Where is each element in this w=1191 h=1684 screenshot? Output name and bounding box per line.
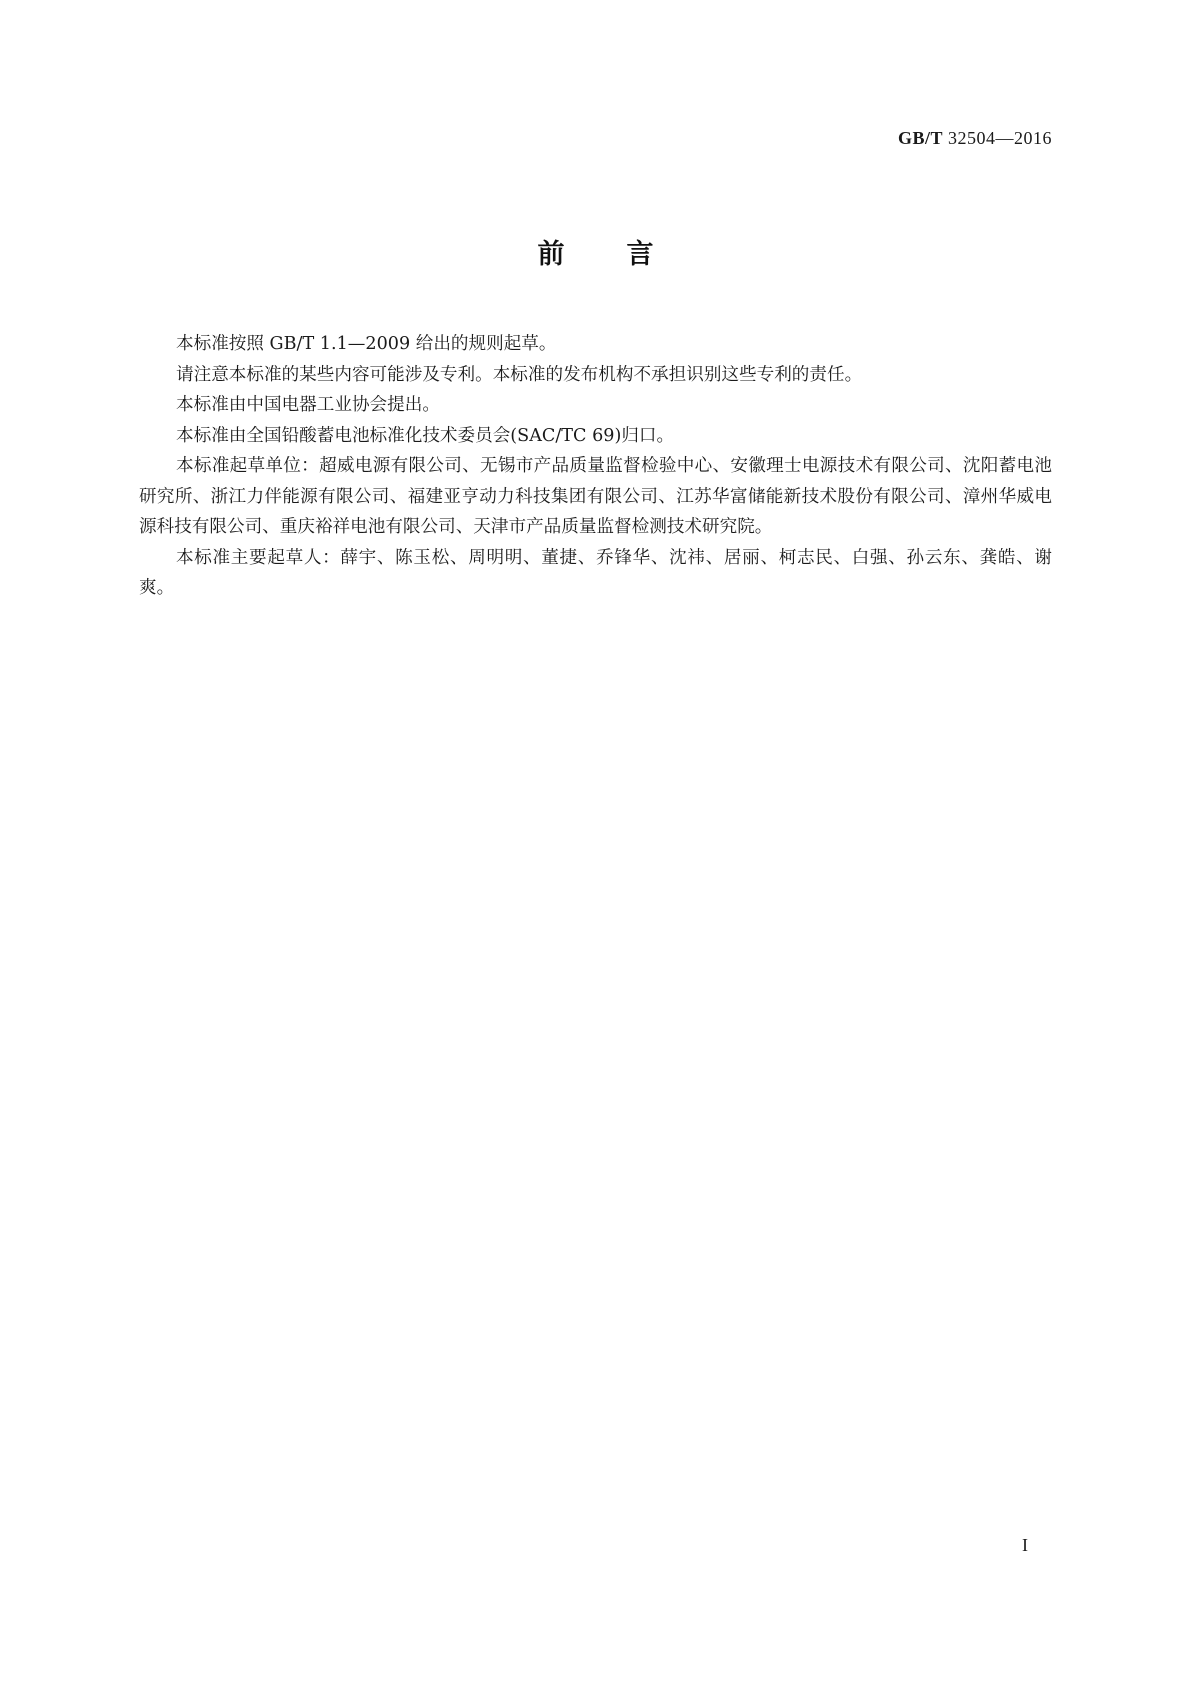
standard-number: 32504—2016: [943, 128, 1052, 148]
paragraph-drafting-rules: 本标准按照 GB/T 1.1—2009 给出的规则起草。: [176, 334, 557, 354]
paragraph-patent-notice: 请注意本标准的某些内容可能涉及专利。本标准的发布机构不承担识别这些专利的责任。: [176, 364, 863, 385]
paragraph-technical-committee: 本标准由全国铅酸蓄电池标准化技术委员会(SAC/TC 69)归口。: [176, 425, 675, 446]
standard-code: [898, 128, 1052, 149]
page-title: 前言: [537, 239, 716, 270]
page-number: I: [1022, 1535, 1028, 1555]
standard-prefix: GB/T: [897, 128, 943, 148]
paragraph-drafting-organizations: 本标准起草单位：超威电源有限公司、无锡市产品质量监督检验中心、安徽理士电源技术有限公司、沈阳蓄电池研究所、浙江力伴能源有限公司、福建亚亨动力科技集团有限公司、江苏华富储能新技术股份有限公司、漳州华威电源科技有限公司、重庆裕祥电池有限公司、天津市产品质量监督检测技术研究院。: [139, 456, 1052, 537]
paragraph-main-drafters: 本标准主要起草人：薛宇、陈玉松、周明明、董捷、乔锋华、沈祎、居丽、柯志民、白强、孙云东、龚皓、谢爽。: [139, 547, 1052, 598]
foreword-body: [139, 329, 1052, 604]
paragraph-proposer: 本标准由中国电器工业协会提出。: [176, 395, 440, 415]
